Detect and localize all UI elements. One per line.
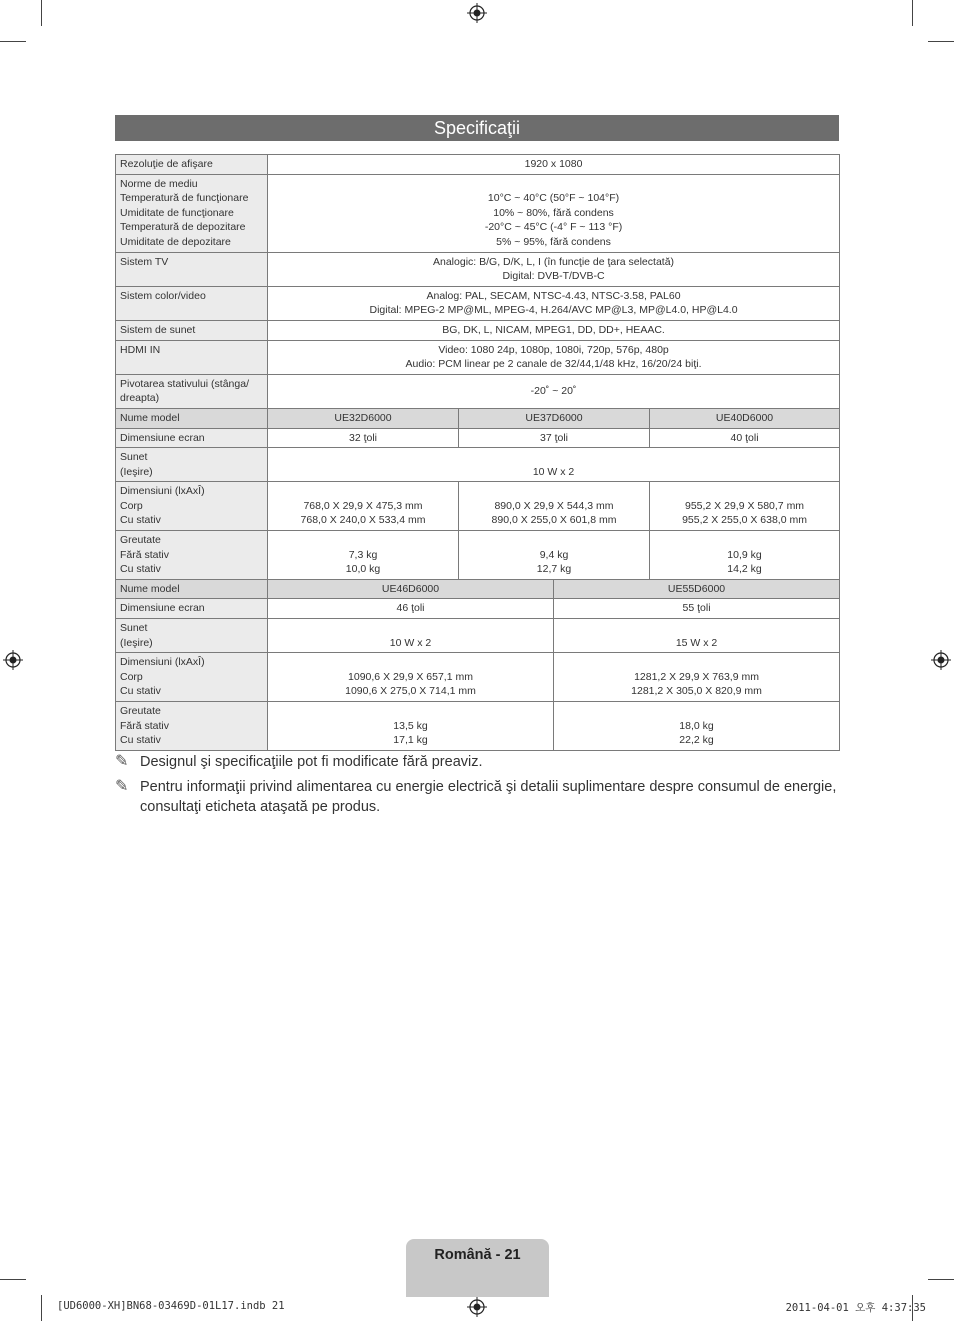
cell: 955,2 X 29,9 X 580,7 mm 955,2 X 255,0 X 638,0 mm	[650, 482, 840, 531]
cell: 10 W x 2	[268, 448, 840, 482]
row-value: 1920 x 1080	[268, 155, 840, 175]
row-label: HDMI IN	[116, 340, 268, 374]
cell: 1281,2 X 29,9 X 763,9 mm 1281,2 X 305,0 X 820,9 mm	[554, 653, 840, 702]
row-label: Dimensiuni (lxAxÎ) Corp Cu stativ	[116, 653, 268, 702]
cell: 1090,6 X 29,9 X 657,1 mm 1090,6 X 275,0 X 714,1 mm	[268, 653, 554, 702]
table-row	[116, 320, 840, 340]
row-label: Sunet (Ieşire)	[116, 619, 268, 653]
table-row	[116, 482, 840, 531]
notes	[115, 752, 839, 822]
table-row	[116, 286, 840, 320]
row-label: Nume model	[116, 579, 268, 599]
table-row	[116, 252, 840, 286]
row-label: Dimensiune ecran	[116, 599, 268, 619]
cell: 46 ţoli	[268, 599, 554, 619]
cell: 768,0 X 29,9 X 475,3 mm 768,0 X 240,0 X 533,4 mm	[268, 482, 459, 531]
cell: 37 ţoli	[459, 428, 650, 448]
table-row	[116, 340, 840, 374]
crop-mark	[0, 1279, 26, 1280]
cell: 10 W x 2	[268, 619, 554, 653]
table-row	[116, 579, 840, 599]
cell: 40 ţoli	[650, 428, 840, 448]
table-row	[116, 174, 840, 252]
cell: 890,0 X 29,9 X 544,3 mm 890,0 X 255,0 X 601,8 mm	[459, 482, 650, 531]
registration-mark-icon	[931, 650, 951, 670]
model-name: UE32D6000	[268, 408, 459, 428]
row-label: Dimensiuni (lxAxÎ) Corp Cu stativ	[116, 482, 268, 531]
cell: 32 ţoli	[268, 428, 459, 448]
note-item	[115, 752, 839, 772]
crop-mark	[41, 0, 42, 26]
cell: 15 W x 2	[554, 619, 840, 653]
model-name: UE37D6000	[459, 408, 650, 428]
imprint-date: 2011-04-01 오후 4:37:35	[785, 1302, 926, 1314]
row-label: Rezoluţie de afişare	[116, 155, 268, 175]
cell: 18,0 kg 22,2 kg	[554, 702, 840, 751]
row-value: Analog: PAL, SECAM, NTSC-4.43, NTSC-3.58, PAL60 Digital: MPEG-2 MP@ML, MPEG-4, H.264/AVC MP@L3, MP@L4.0, HP@L4.0	[268, 286, 840, 320]
row-label: Greutate Fără stativ Cu stativ	[116, 531, 268, 580]
row-label: Norme de mediu Temperatură de funcţionare Umiditate de funcţionare Temperatură de depozitare Umiditate de depozitare	[116, 174, 268, 252]
registration-mark-icon	[3, 650, 23, 670]
specifications-table	[115, 154, 840, 751]
cell: 9,4 kg 12,7 kg	[459, 531, 650, 580]
table-row	[116, 428, 840, 448]
model-name: UE55D6000	[554, 579, 840, 599]
row-label: Sistem color/video	[116, 286, 268, 320]
cell: 7,3 kg 10,0 kg	[268, 531, 459, 580]
table-row	[116, 702, 840, 751]
crop-mark	[928, 1279, 954, 1280]
table-row	[116, 619, 840, 653]
imprint-file: [UD6000-XH]BN68-03469D-01L17.indb 21	[57, 1300, 285, 1312]
pencil-icon: ✎	[115, 778, 129, 795]
page-title: Specificaţii	[115, 115, 839, 141]
row-value: BG, DK, L, NICAM, MPEG1, DD, DD+, HEAAC.	[268, 320, 840, 340]
note-text: Designul şi specificaţiile pot fi modificate fără preaviz.	[140, 754, 483, 770]
model-name: UE46D6000	[268, 579, 554, 599]
row-value: Analogic: B/G, D/K, L, I (în funcţie de ţara selectată) Digital: DVB-T/DVB-C	[268, 252, 840, 286]
note-text: Pentru informaţii privind alimentarea cu energie electrică şi detalii suplimentare despre consumul de energie, consultaţi eticheta ataşată pe produs.	[140, 779, 837, 815]
model-name: UE40D6000	[650, 408, 840, 428]
row-label: Sistem TV	[116, 252, 268, 286]
row-value: Video: 1080 24p, 1080p, 1080i, 720p, 576p, 480p Audio: PCM linear pe 2 canale de 32/44,1/48 kHz, 16/20/24 biţi.	[268, 340, 840, 374]
row-label: Sistem de sunet	[116, 320, 268, 340]
row-value: -20˚ ~ 20˚	[268, 374, 840, 408]
crop-mark	[912, 0, 913, 26]
crop-mark	[41, 1295, 42, 1321]
row-label: Sunet (Ieşire)	[116, 448, 268, 482]
row-label: Pivotarea stativului (stânga/ dreapta)	[116, 374, 268, 408]
table-row	[116, 599, 840, 619]
crop-mark	[0, 41, 26, 42]
row-label: Dimensiune ecran	[116, 428, 268, 448]
registration-mark-icon	[467, 3, 487, 23]
row-label: Nume model	[116, 408, 268, 428]
crop-mark	[928, 41, 954, 42]
cell: 55 ţoli	[554, 599, 840, 619]
note-item	[115, 777, 839, 817]
row-label: Greutate Fără stativ Cu stativ	[116, 702, 268, 751]
table-row	[116, 374, 840, 408]
registration-mark-icon	[467, 1297, 487, 1317]
cell: 13,5 kg 17,1 kg	[268, 702, 554, 751]
table-row	[116, 653, 840, 702]
cell: 10,9 kg 14,2 kg	[650, 531, 840, 580]
table-row	[116, 448, 840, 482]
pencil-icon: ✎	[115, 753, 129, 770]
table-row	[116, 408, 840, 428]
page-number-tab: Română - 21	[406, 1239, 549, 1297]
table-row	[116, 155, 840, 175]
row-value: 10°C ~ 40°C (50°F ~ 104°F) 10% ~ 80%, fără condens -20°C ~ 45°C (-4° F ~ 113 °F) 5% ~ 95%, fără condens	[268, 174, 840, 252]
table-row	[116, 531, 840, 580]
